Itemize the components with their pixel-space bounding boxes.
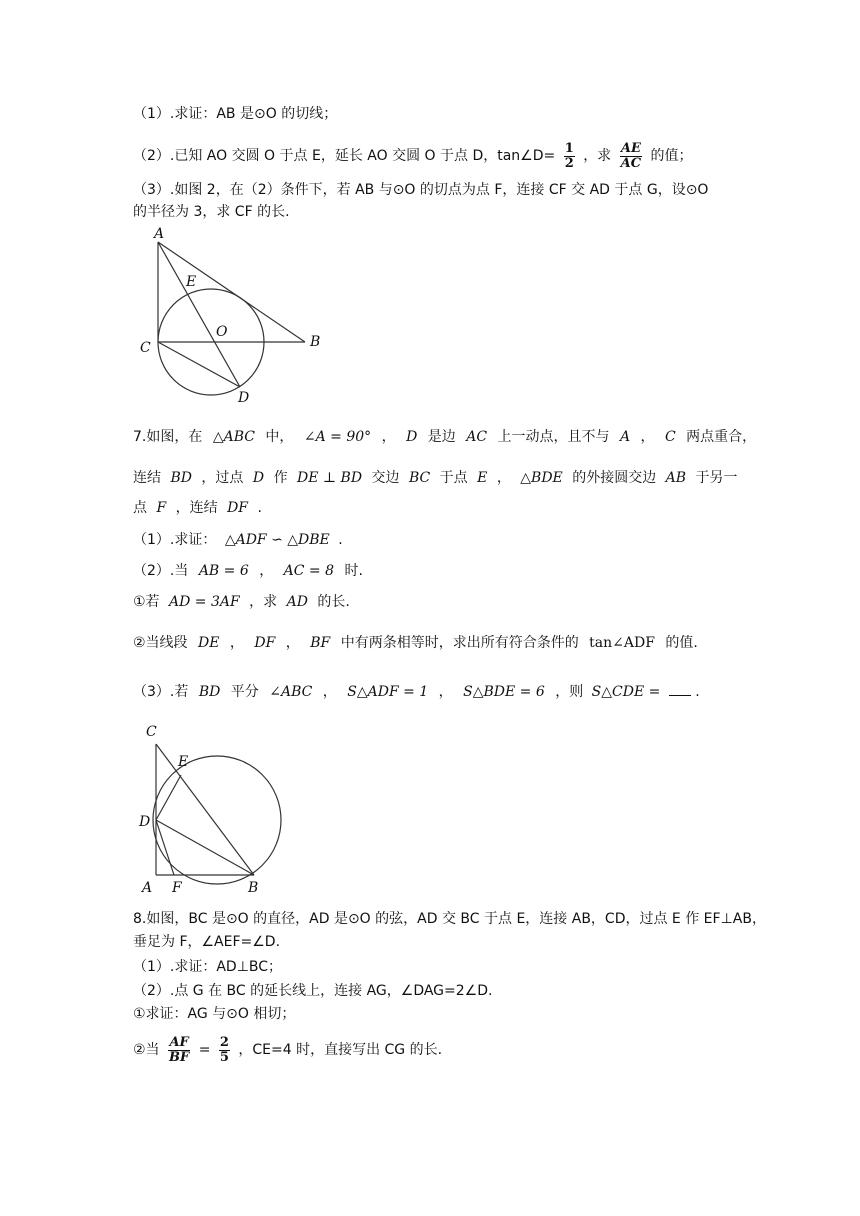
- answer-blank: [669, 683, 691, 696]
- q7-line2: 连结 BD ，过点 D 作 DE ⊥ BD 交边 BC 于点 E ， △BDE 的外接圆交边 AB 于另一: [133, 470, 738, 486]
- label-c: C: [146, 724, 157, 740]
- q8-sub2: ②当 $\frac{AF}{BF}$ = $\frac{2}{5}$ ，CE=4 时，直接写出 CG 的长.: [133, 1034, 443, 1065]
- fraction-one-half: $\frac{1}{2}$: [564, 140, 574, 171]
- q7-part2: （2）.当 AB = 6 ， AC = 8 时.: [133, 563, 363, 579]
- q7-part1: （1）.求证： △ADF ∽ △DBE .: [133, 532, 343, 548]
- label-b: B: [310, 334, 321, 350]
- q7-line3: 点 F ，连结 DF .: [133, 500, 262, 516]
- q6-figure: [130, 222, 330, 407]
- q8-part1: （1）.求证：AD⊥BC；: [133, 959, 283, 975]
- q6-part3-line2: 的半径为 3，求 CF 的长.: [133, 204, 290, 220]
- q6-part1: [133, 104, 337, 124]
- q8-line1: 8.如图，BC 是⊙O 的直径，AD 是⊙O 的弦，AD 交 BC 于点 E，连接 AB，CD，过点 E 作 EF⊥AB，: [133, 911, 766, 927]
- label-c: C: [140, 340, 151, 356]
- label-f: F: [172, 880, 182, 896]
- q6-part2: （2）.已知 AO 交圆 O 于点 E，延长 AO 交圆 O 于点 D，tan∠D= $\frac{1}{2}$ ，求 $\frac{AE}{AC}$ 的值；: [133, 140, 693, 171]
- segment-ab: [158, 242, 305, 342]
- fraction-two-fifths: $\frac{2}{5}$: [219, 1034, 229, 1065]
- label-e: E: [178, 754, 189, 770]
- label-b: B: [248, 880, 259, 896]
- circle-bde: [153, 756, 281, 884]
- label-d: D: [238, 390, 250, 406]
- q8-line2: 垂足为 F，∠AEF=∠D.: [133, 934, 281, 950]
- segment-ad: [158, 242, 240, 387]
- q8-part2: （2）.点 G 在 BC 的延长线上，连接 AG，∠DAG=2∠D.: [133, 983, 493, 999]
- q7-sub1: ①若 AD = 3AF ，求 AD 的长.: [133, 594, 350, 610]
- label-a: A: [154, 226, 165, 242]
- q6-part3-line1: （3）.如图 2，在（2）条件下，若 AB 与⊙O 的切点为点 F，连接 CF 交 AD 于点 G，设⊙O: [133, 182, 709, 198]
- fraction-ae-over-ac: $\frac{AE}{AC}$: [620, 140, 642, 171]
- q8-sub1: ①求证：AG 与⊙O 相切；: [133, 1006, 296, 1022]
- q7-line1: 7.如图，在 △ABC 中， ∠A = 90° ， D 是边 AC 上一动点，且不与 A ， C 两点重合，: [133, 429, 757, 445]
- q6-part1-text: （1）.求证：AB 是⊙O 的切线；: [133, 106, 338, 122]
- q7-figure: [134, 720, 294, 898]
- q7-part3: （3）.若 BD 平分 ∠ABC ， S△ADF = 1 ， S△BDE = 6 ，则 S△CDE = .: [133, 684, 700, 700]
- fraction-af-over-bf: $\frac{AF}{BF}$: [169, 1034, 190, 1065]
- label-a: A: [142, 880, 153, 896]
- label-d: D: [139, 814, 151, 830]
- label-o: O: [216, 324, 228, 340]
- q7-sub2: ②当线段 DE ， DF ， BF 中有两条相等时，求出所有符合条件的 tan∠ADF 的值.: [133, 635, 698, 651]
- label-e: E: [186, 274, 197, 290]
- segment-cb: [156, 744, 254, 875]
- segment-de: [156, 775, 181, 820]
